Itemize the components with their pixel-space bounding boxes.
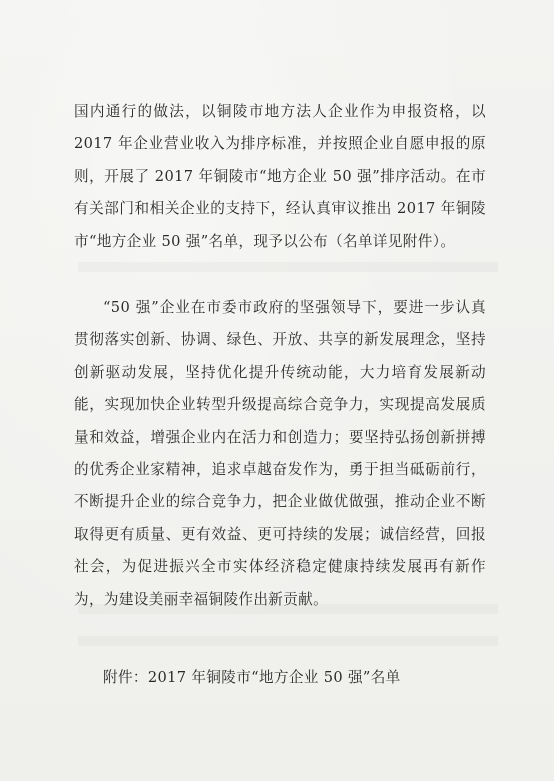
bleed-through-mark — [78, 262, 498, 272]
bleed-through-mark — [78, 636, 498, 646]
body-paragraph-2: “50 强”企业在市委市政府的坚强领导下，要进一步认真贯彻落实创新、协调、绿色、开放、共享的新发展理念，坚持创新驱动发展，坚持优化提升传统动能，大力培育发展新动能，实现加快企业转型升级提高综合竞争力，实现提高发展质量和效益，增强企业内在活力和创造力；要坚持弘扬创新拼搏的优秀企业家精神，追求卓越奋发作为，勇于担当砥砺前行，不断提升企业的综合竞争力，把企业做优做强，推动企业不断取得更有质量、更有效益、更可持续的发展；诚信经营，回报社会，为促进振兴全市实体经济稳定健康持续发展再有新作为，为建设美丽幸福铜陵作出新贡献。 — [74, 299, 486, 608]
attachment-note: 附件：2017 年铜陵市“地方企业 50 强”名单 — [103, 669, 401, 686]
body-paragraph-1: 国内通行的做法，以铜陵市地方法人企业作为申报资格，以 2017 年企业营业收入为排序标准，并按照企业自愿申报的原则，开展了 2017 年铜陵市“地方企业 50 强”排序活动。在市有关部门和相关企业的支持下，经认真审议推出 2017 年铜陵市“地方企业 50 强”名单，现予以公布（名单详见附件）。 — [74, 103, 486, 250]
